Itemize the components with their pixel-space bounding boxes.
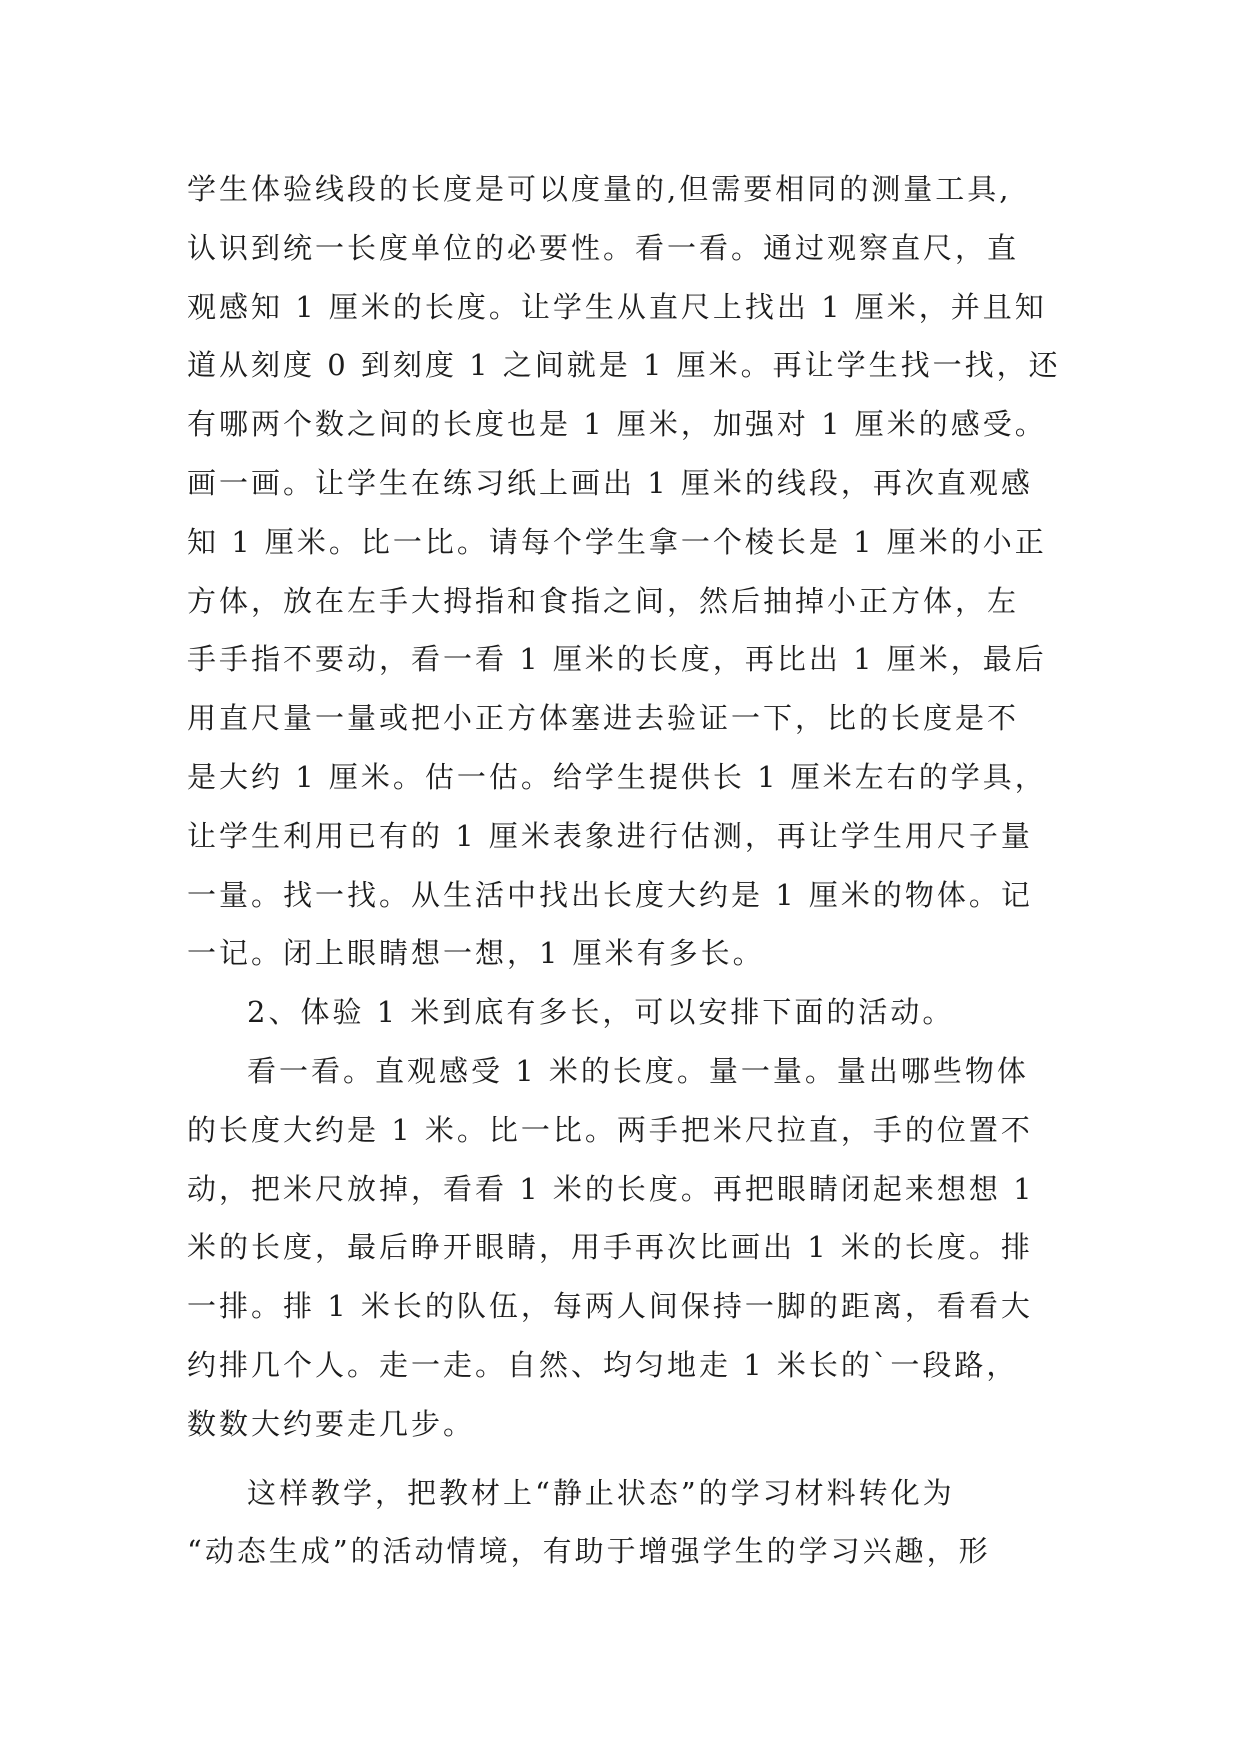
text-line: “动态生成”的活动情境，有助于增强学生的学习兴趣，形 xyxy=(187,1534,991,1569)
text-line: 米的长度，最后睁开眼睛，用手再次比画出 1 米的长度。排 xyxy=(187,1230,1033,1265)
text-line: 数数大约要走几步。 xyxy=(187,1406,476,1441)
text-line: 画一画。让学生在练习纸上画出 1 厘米的线段，再次直观感 xyxy=(187,465,1033,500)
text-line: 知 1 厘米。比一比。请每个学生拿一个棱长是 1 厘米的小正 xyxy=(187,524,1047,559)
text-line: 用直尺量一量或把小正方体塞进去验证一下，比的长度是不 xyxy=(187,701,1020,736)
text-line: 有哪两个数之间的长度也是 1 厘米，加强对 1 厘米的感受。 xyxy=(187,407,1047,442)
section-heading: 2、体验 1 米到底有多长，可以安排下面的活动。 xyxy=(247,995,955,1030)
text-line: 动，把米尺放掉，看看 1 米的长度。再把眼睛闭起来想想 1 xyxy=(187,1171,1035,1206)
text-line: 方体，放在左手大拇指和食指之间，然后抽掉小正方体，左 xyxy=(187,583,1020,618)
text-line: 这样教学，把教材上“静止状态”的学习材料转化为 xyxy=(247,1475,955,1510)
text-line: 一记。闭上眼睛想一想，1 厘米有多长。 xyxy=(187,936,765,971)
text-line: 一量。找一找。从生活中找出长度大约是 1 厘米的物体。记 xyxy=(187,877,1033,912)
text-line: 道从刻度 0 到刻度 1 之间就是 1 厘米。再让学生找一找，还 xyxy=(187,348,1061,383)
text-line: 看一看。直观感受 1 米的长度。量一量。量出哪些物体 xyxy=(247,1053,1029,1088)
text-line: 学生体验线段的长度是可以度量的,但需要相同的测量工具, xyxy=(187,172,1012,206)
body-text xyxy=(187,160,1087,1581)
text-line: 约排几个人。走一走。自然、均匀地走 1 米长的`一段路， xyxy=(187,1347,1019,1382)
text-line: 是大约 1 厘米。估一估。给学生提供长 1 厘米左右的学具， xyxy=(187,759,1047,794)
text-line: 认识到统一长度单位的必要性。看一看。通过观察直尺，直 xyxy=(187,230,1020,265)
text-line: 一排。排 1 米长的队伍，每两人间保持一脚的距离，看看大 xyxy=(187,1289,1033,1324)
text-line: 让学生利用已有的 1 厘米表象进行估测，再让学生用尺子量 xyxy=(187,818,1033,853)
text-line: 的长度大约是 1 米。比一比。两手把米尺拉直，手的位置不 xyxy=(187,1112,1033,1147)
text-line: 观感知 1 厘米的长度。让学生从直尺上找出 1 厘米，并且知 xyxy=(187,289,1047,324)
text-line: 手手指不要动，看一看 1 厘米的长度，再比出 1 厘米，最后 xyxy=(187,642,1047,677)
